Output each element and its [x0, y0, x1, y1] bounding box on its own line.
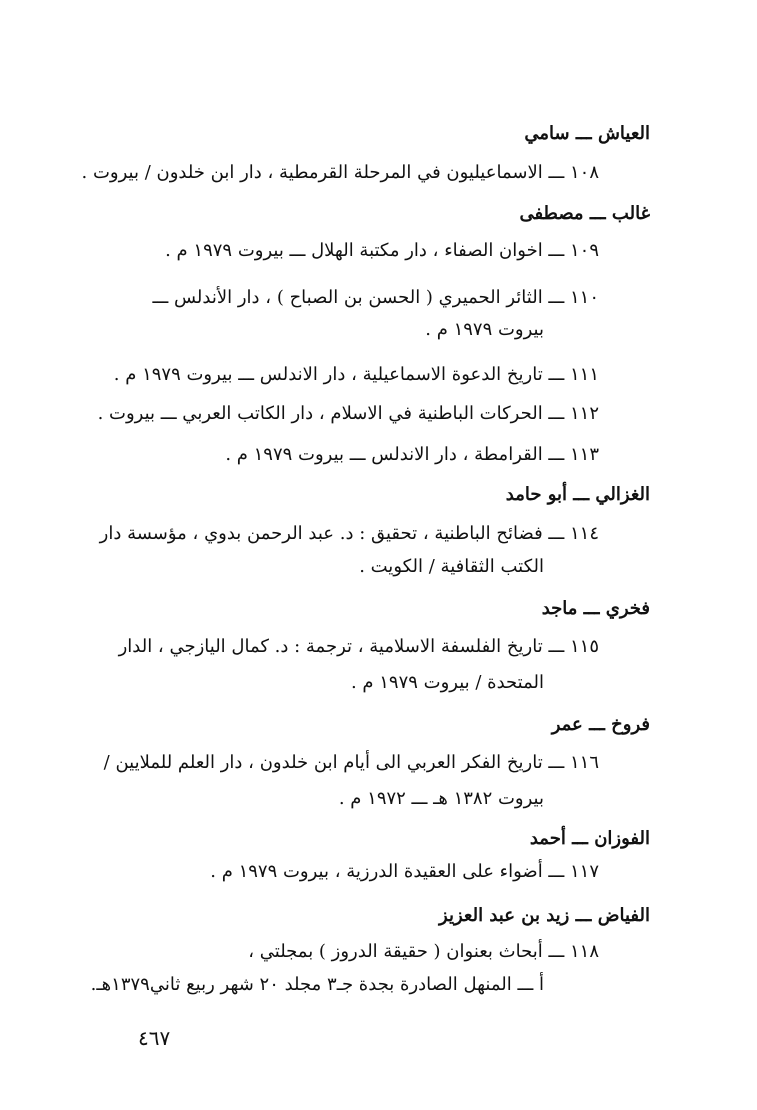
author-heading: غالب ـــ مصطفى: [519, 203, 650, 224]
bibliography-subitem: أ ـــ المنهل الصادرة بجدة جـ٣ مجلد ٢٠ شهر ربيع ثاني١٣٧٩هـ.: [90, 974, 544, 995]
bibliography-item: ١١٧ ـــ أضواء على العقيدة الدرزية ، بيروت ١٩٧٩ م .: [210, 861, 599, 882]
bibliography-item: ١١٢ ـــ الحركات الباطنية في الاسلام ، دار الكاتب العربي ـــ بيروت .: [97, 403, 599, 424]
author-heading: الفياض ـــ زيد بن عبد العزيز: [439, 905, 650, 926]
bibliography-item: ١١١ ـــ تاريخ الدعوة الاسماعيلية ، دار الاندلس ـــ بيروت ١٩٧٩ م .: [113, 364, 599, 385]
bibliography-continuation: بيروت ١٣٨٢ هـ ـــ ١٩٧٢ م .: [338, 788, 544, 809]
author-heading: الفوزان ـــ أحمد: [529, 828, 650, 849]
author-heading: العياش ـــ سامي: [524, 123, 650, 144]
author-heading: فروخ ـــ عمر: [551, 714, 650, 735]
bibliography-item: ١١٥ ـــ تاريخ الفلسفة الاسلامية ، ترجمة : د. كمال اليازجي ، الدار: [118, 636, 599, 657]
bibliography-item: ١١٣ ـــ القرامطة ، دار الاندلس ـــ بيروت ١٩٧٩ م .: [225, 444, 599, 465]
bibliography-continuation: المتحدة / بيروت ١٩٧٩ م .: [350, 672, 544, 693]
bibliography-continuation: الكتب الثقافية / الكويت .: [359, 556, 544, 577]
author-heading: الغزالي ـــ أبو حامد: [505, 484, 650, 505]
bibliography-item: ١١٨ ـــ أبحاث بعنوان ( حقيقة الدروز ) بمجلتي ،: [248, 941, 599, 962]
bibliography-continuation: بيروت ١٩٧٩ م .: [425, 319, 544, 340]
author-heading: فخري ـــ ماجد: [541, 598, 650, 619]
bibliography-item: ١٠٨ ـــ الاسماعيليون في المرحلة القرمطية ، دار ابن خلدون / بيروت .: [81, 162, 599, 183]
page-number: ٤٦٧: [138, 1026, 171, 1050]
bibliography-item: ١١٦ ـــ تاريخ الفكر العربي الى أيام ابن خلدون ، دار العلم للملايين /: [103, 752, 599, 773]
bibliography-item: ١٠٩ ـــ اخوان الصفاء ، دار مكتبة الهلال ـــ بيروت ١٩٧٩ م .: [165, 240, 599, 261]
bibliography-item: ١١٤ ـــ فضائح الباطنية ، تحقيق : د. عبد الرحمن بدوي ، مؤسسة دار: [99, 523, 599, 544]
bibliography-item: ١١٠ ـــ الثائر الحميري ( الحسن بن الصباح ) ، دار الأندلس ـــ: [152, 287, 599, 308]
